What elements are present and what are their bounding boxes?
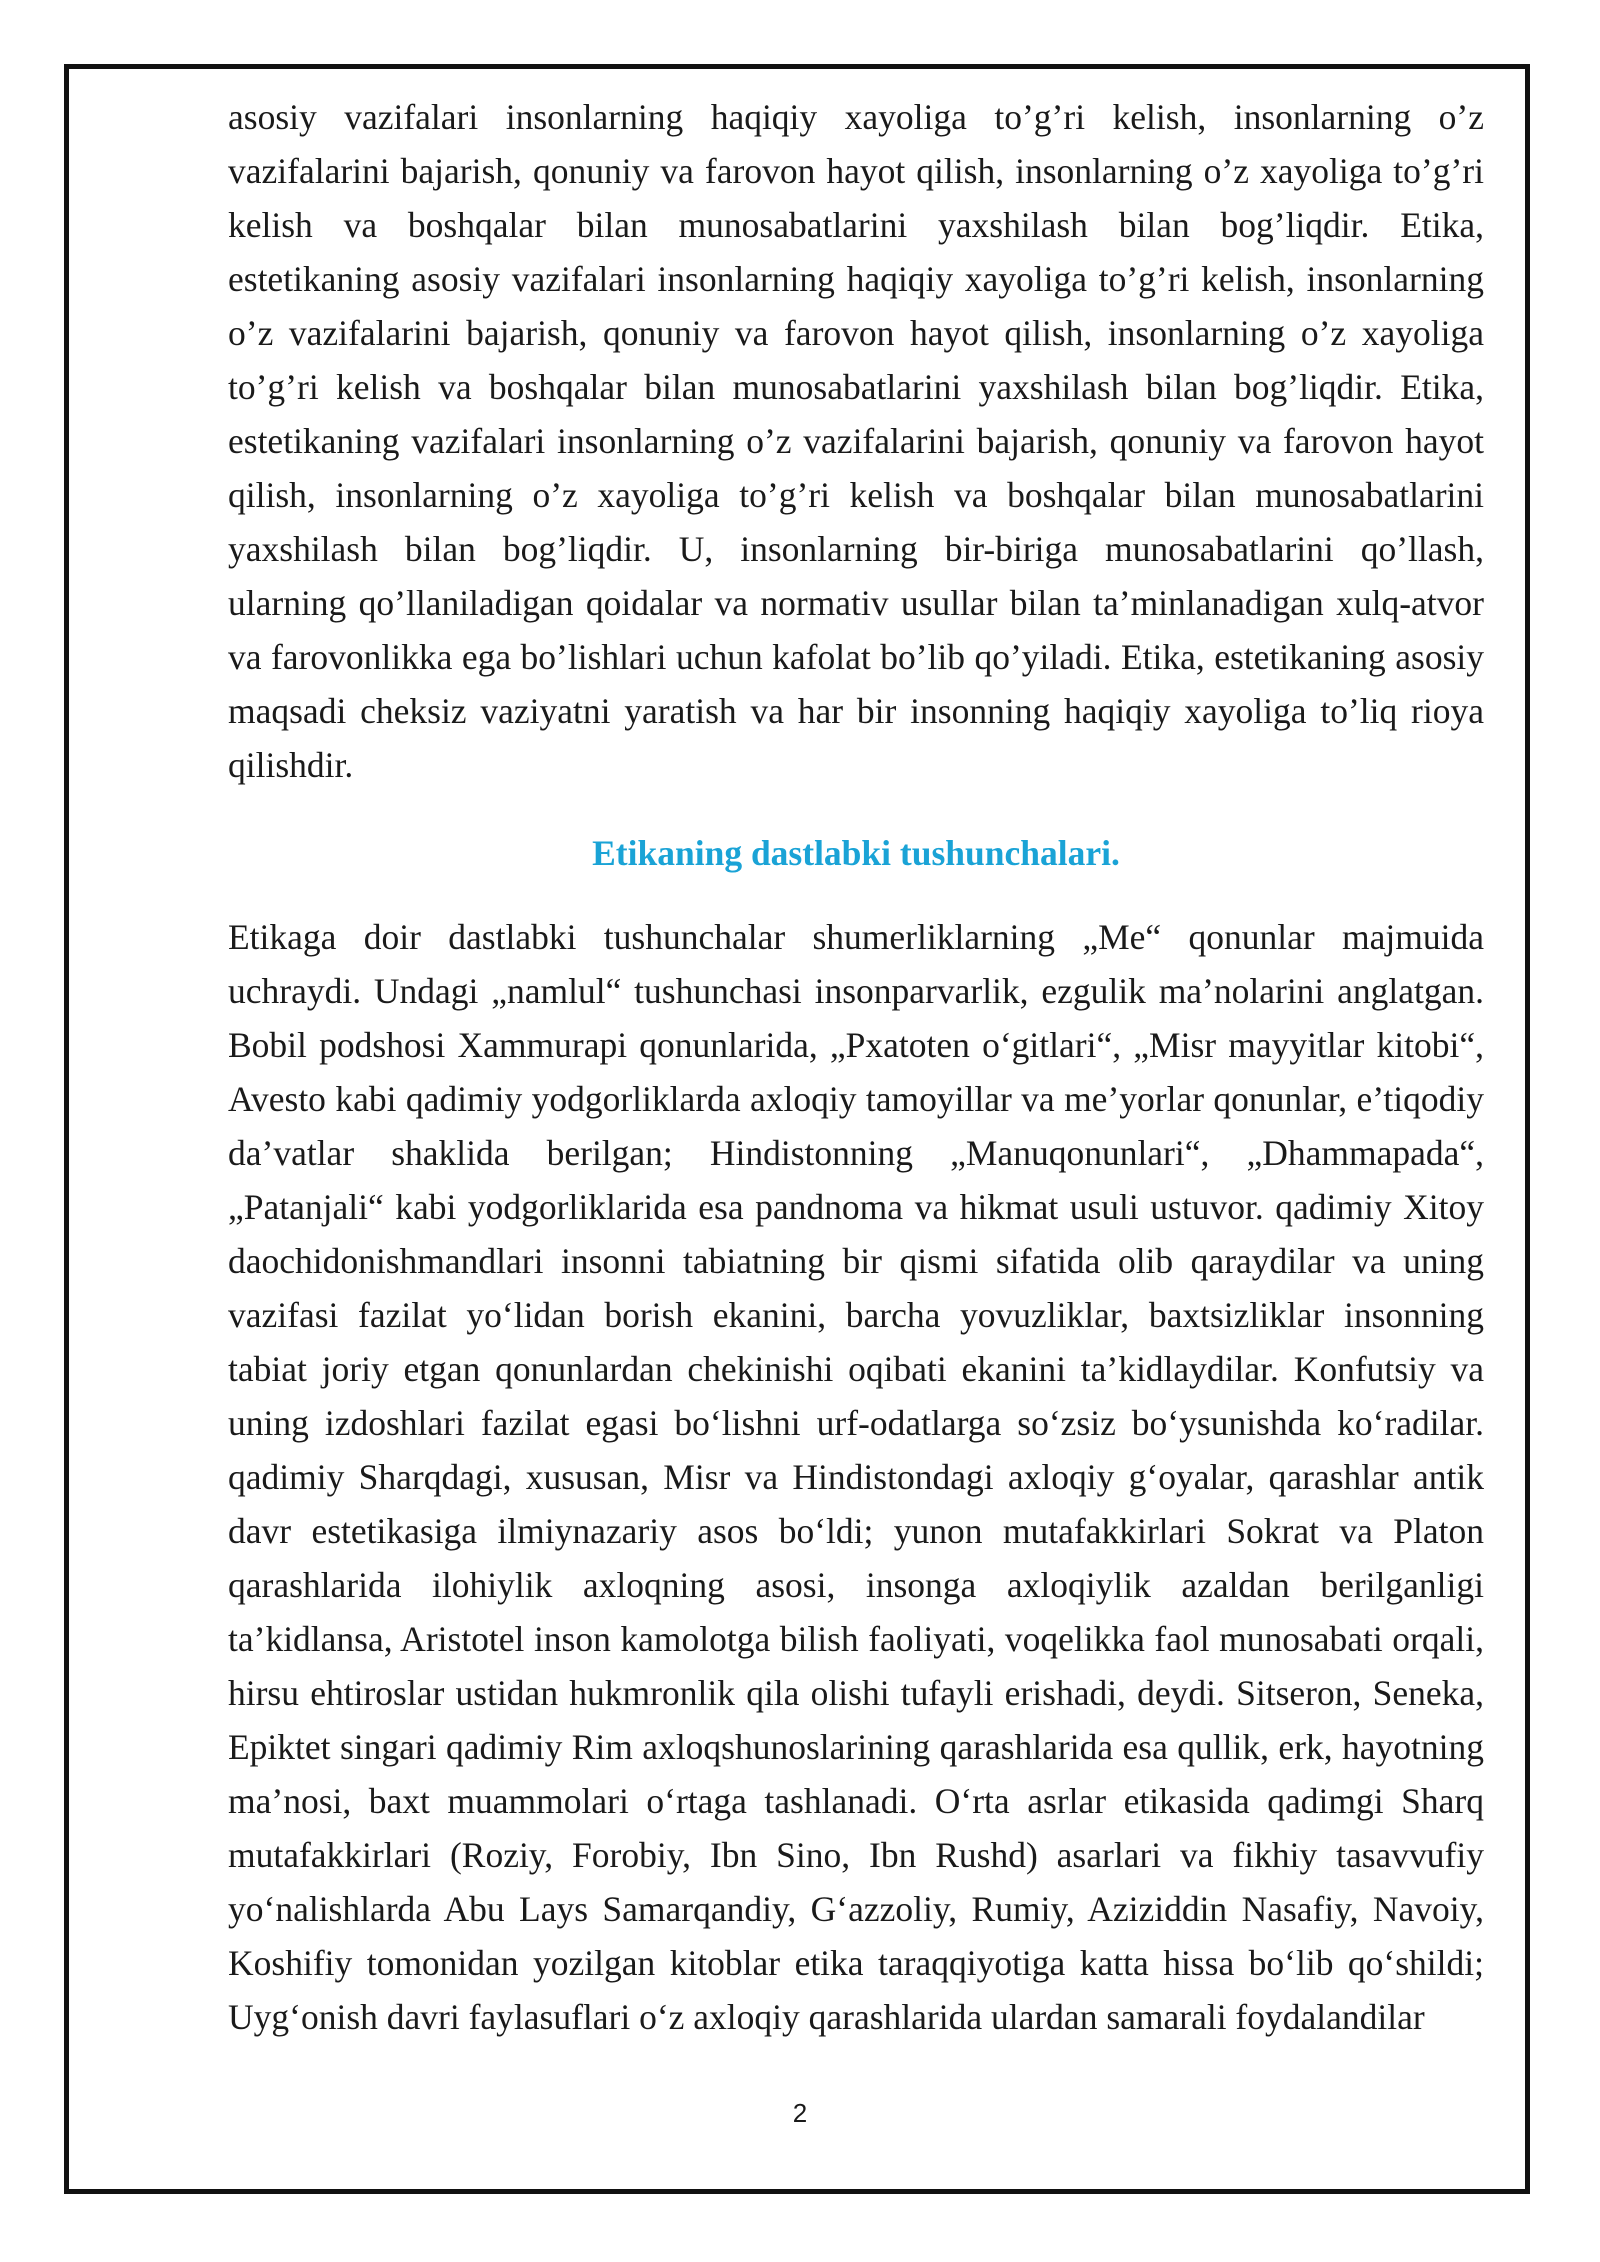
page-number: 2	[792, 2098, 808, 2128]
section-heading: Etikaning dastlabki tushunchalari.	[592, 833, 1120, 873]
paragraph-1: asosiy vazifalari insonlarning haqiqiy xayoliga to’g’ri kelish, insonlarning o’z vazifalarini bajarish, qonuniy va farovon hayot qilish, insonlarning o’z xayoliga to’g’ri kelish va boshqalar bilan munosabatlarini yaxshilash bilan bog’liqdir. Etika, estetikaning asosiy vazifalari insonlarning haqiqiy xayoliga to’g’ri kelish, insonlarning o’z vazifalarini bajarish, qonuniy va farovon hayot qilish, insonlarning o’z xayoliga to’g’ri kelish va boshqalar bilan munosabatlarini yaxshilash bilan bog’liqdir. Etika, estetikaning vazifalari insonlarning o’z vazifalarini bajarish, qonuniy va farovon hayot qilish, insonlarning o’z xayoliga to’g’ri kelish va boshqalar bilan munosabatlarini yaxshilash bilan bog’liqdir. U, insonlarning bir-biriga munosabatlarini qo’llash, ularning qo’llaniladigan qoidalar va normativ usullar bilan ta’minlanadigan xulq-atvor va farovonlikka ega bo’lishlari uchun kafolat bo’lib qo’yiladi. Etika, estetikaning asosiy maqsadi cheksiz vaziyatni yaratish va har bir insonning haqiqiy xayoliga to’liq rioya qilishdir.	[228, 97, 1484, 785]
document-body	[228, 90, 1484, 2044]
paragraph-2: Etikaga doir dastlabki tushunchalar shumerliklarning „Me“ qonunlar majmuida uchraydi. Undagi „namlul“ tushunchasi insonparvarlik, ezgulik ma’nolarini anglatgan. Bobil podshosi Xammurapi qonunlarida, „Pxatoten oʻgitlari“, „Misr mayyitlar kitobi“, Avesto kabi qadimiy yodgorliklarda axloqiy tamoyillar va me’yorlar qonunlar, e’tiqodiy da’vatlar shaklida berilgan; Hindistonning „Manuqonunlari“, „Dhammapada“, „Patanjali“ kabi yodgorliklarida esa pandnoma va hikmat usuli ustuvor. qadimiy Xitoy daochidonishmandlari insonni tabiatning bir qismi sifatida olib qaraydilar va uning vazifasi fazilat yoʻlidan borish ekanini, barcha yovuzliklar, baxtsizliklar insonning tabiat joriy etgan qonunlardan chekinishi oqibati ekanini ta’kidlaydilar. Konfutsiy va uning izdoshlari fazilat egasi boʻlishni urf-odatlarga soʻzsiz boʻysunishda koʻradilar. qadimiy Sharqdagi, xususan, Misr va Hindistondagi axloqiy gʻoyalar, qarashlar antik davr estetikasiga ilmiynazariy asos boʻldi; yunon mutafakkirlari Sokrat va Platon qarashlarida ilohiylik axloqning asosi, insonga axloqiylik azaldan berilganligi ta’kidlansa, Aristotel inson kamolotga bilish faoliyati, voqelikka faol munosabati orqali, hirsu ehtiroslar ustidan hukmronlik qila olishi tufayli erishadi, deydi. Sitseron, Seneka, Epiktet singari qadimiy Rim axloqshunoslarining qarashlarida esa qullik, erk, hayotning ma’nosi, baxt muammolari oʻrtaga tashlanadi. Oʻrta asrlar etikasida qadimgi Sharq mutafakkirlari (Roziy, Forobiy, Ibn Sino, Ibn Rushd) asarlari va fikhiy tasavvufiy yoʻnalishlarda Abu Lays Samarqandiy, Gʻazzoliy, Rumiy, Aziziddin Nasafiy, Navoiy, Koshifiy tomonidan yozilgan kitoblar etika taraqqiyotiga katta hissa boʻlib qoʻshildi; Uygʻonish davri faylasuflari oʻz axloqiy qarashlarida ulardan samarali foydalandilar	[228, 917, 1484, 2037]
